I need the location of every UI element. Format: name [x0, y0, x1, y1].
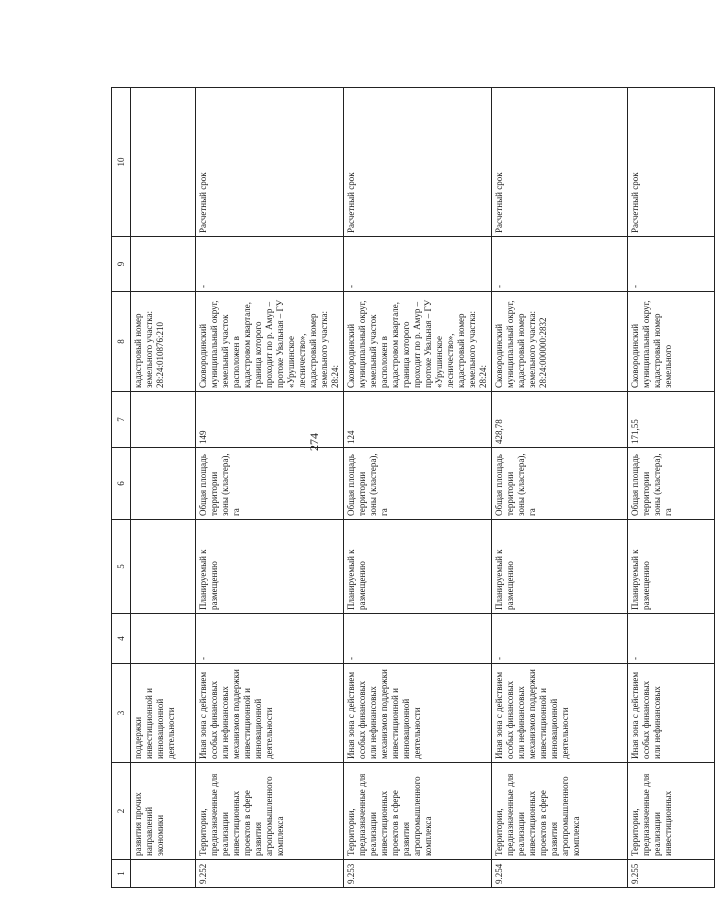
cell-status: Планируемый к размещению	[628, 520, 715, 614]
cell-location: Сковородинский муниципальный округ, кадастровый номер земельного	[628, 292, 715, 392]
cell-value: 428,78	[492, 392, 628, 448]
cell-term: Расчетный срок	[196, 88, 344, 237]
cell-location: Сковородинский муниципальный округ, кадастровый номер земельного участка: 28:24:000000:2832	[492, 292, 628, 392]
cell-value: 124	[344, 392, 492, 448]
cell-col4: -	[492, 614, 628, 664]
column-header: 8	[112, 292, 131, 392]
cell-parameter: Общая площадь территории зоны (кластера), га	[344, 448, 492, 520]
column-header: 5	[112, 520, 131, 614]
cell-value	[131, 392, 196, 448]
cell-location: Сковородинский муниципальный округ, земельный участок расположен в кадастровом квартале, граница которого проходит по р. Амур – протоке Увальная – ГУ «Урушинское лесничество», кадастровый номер земельного участка: 28:24:	[196, 292, 344, 392]
column-header: 10	[112, 88, 131, 237]
cell-status: Планируемый к размещению	[344, 520, 492, 614]
cell-parameter: Общая площадь территории зоны (кластера), га	[628, 448, 715, 520]
cell-col9: -	[196, 237, 344, 292]
cell-purpose: развития прочих направлений экономики	[131, 763, 196, 860]
cell-purpose: Территории, предназначенные для реализации инвестиционных проектов в сфере развития агропромышленного комплекса	[492, 763, 628, 860]
data-table	[111, 87, 715, 888]
rotated-table-container	[111, 88, 673, 888]
column-header: 4	[112, 614, 131, 664]
cell-col9: -	[344, 237, 492, 292]
cell-zone-type: Иная зона с действием особых финансовых или нефинансовых механизмов поддержки инвестиционной и инновационной деятельности	[196, 664, 344, 763]
cell-term: Расчетный срок	[628, 88, 715, 237]
column-header: 3	[112, 664, 131, 763]
cell-term: Расчетный срок	[344, 88, 492, 237]
cell-parameter	[131, 448, 196, 520]
table-row	[492, 88, 628, 888]
column-header: 9	[112, 237, 131, 292]
table-row-continuation	[131, 88, 196, 888]
cell-location: кадастровый номер земельного участка: 28:24:010876:210	[131, 292, 196, 392]
table-header-row	[112, 88, 131, 888]
cell-col9	[131, 237, 196, 292]
cell-col9: -	[492, 237, 628, 292]
column-header: 2	[112, 763, 131, 860]
cell-number: 9.252	[196, 860, 344, 888]
cell-number: 9.253	[344, 860, 492, 888]
cell-term: Расчетный срок	[492, 88, 628, 237]
cell-location: Сковородинский муниципальный округ, земельный участок расположен в кадастровом квартале, граница которого проходит по р. Амур – протоке Увальная – ГУ «Урушинское лесничество», кадастровый номер земельного участка: 28:24:	[344, 292, 492, 392]
cell-purpose: Территории, предназначенные для реализации инвестиционных	[628, 763, 715, 860]
table-row	[628, 88, 715, 888]
cell-term	[131, 88, 196, 237]
cell-zone-type: Иная зона с действием особых финансовых или нефинансовых механизмов поддержки инвестиционной и инновационной деятельности	[344, 664, 492, 763]
document-sheet	[111, 88, 673, 888]
cell-purpose: Территории, предназначенные для реализации инвестиционных проектов в сфере развития агропромышленного комплекса	[344, 763, 492, 860]
cell-parameter: Общая площадь территории зоны (кластера), га	[492, 448, 628, 520]
cell-status	[131, 520, 196, 614]
cell-zone-type: поддержки инвестиционной и инновационной деятельности	[131, 664, 196, 763]
cell-status: Планируемый к размещению	[492, 520, 628, 614]
cell-zone-type: Иная зона с действием особых финансовых или нефинансовых	[628, 664, 715, 763]
cell-number: 9.255	[628, 860, 715, 888]
cell-col4: -	[628, 614, 715, 664]
column-header: 1	[112, 860, 131, 888]
column-header: 6	[112, 448, 131, 520]
table-row	[344, 88, 492, 888]
cell-value: 171,55	[628, 392, 715, 448]
cell-col4: -	[344, 614, 492, 664]
cell-number	[131, 860, 196, 888]
cell-col4: -	[196, 614, 344, 664]
cell-status: Планируемый к размещению	[196, 520, 344, 614]
table-row	[196, 88, 344, 888]
cell-zone-type: Иная зона с действием особых финансовых или нефинансовых механизмов поддержки инвестиционной и инновационной деятельности	[492, 664, 628, 763]
cell-number: 9.254	[492, 860, 628, 888]
cell-parameter: Общая площадь территории зоны (кластера), га	[196, 448, 344, 520]
cell-purpose: Территории, предназначенные для реализации инвестиционных проектов в сфере развития агропромышленного комплекса	[196, 763, 344, 860]
cell-col9: -	[628, 237, 715, 292]
cell-value: 149	[196, 392, 344, 448]
column-header: 7	[112, 392, 131, 448]
page-number: 274	[307, 433, 321, 451]
cell-col4	[131, 614, 196, 664]
